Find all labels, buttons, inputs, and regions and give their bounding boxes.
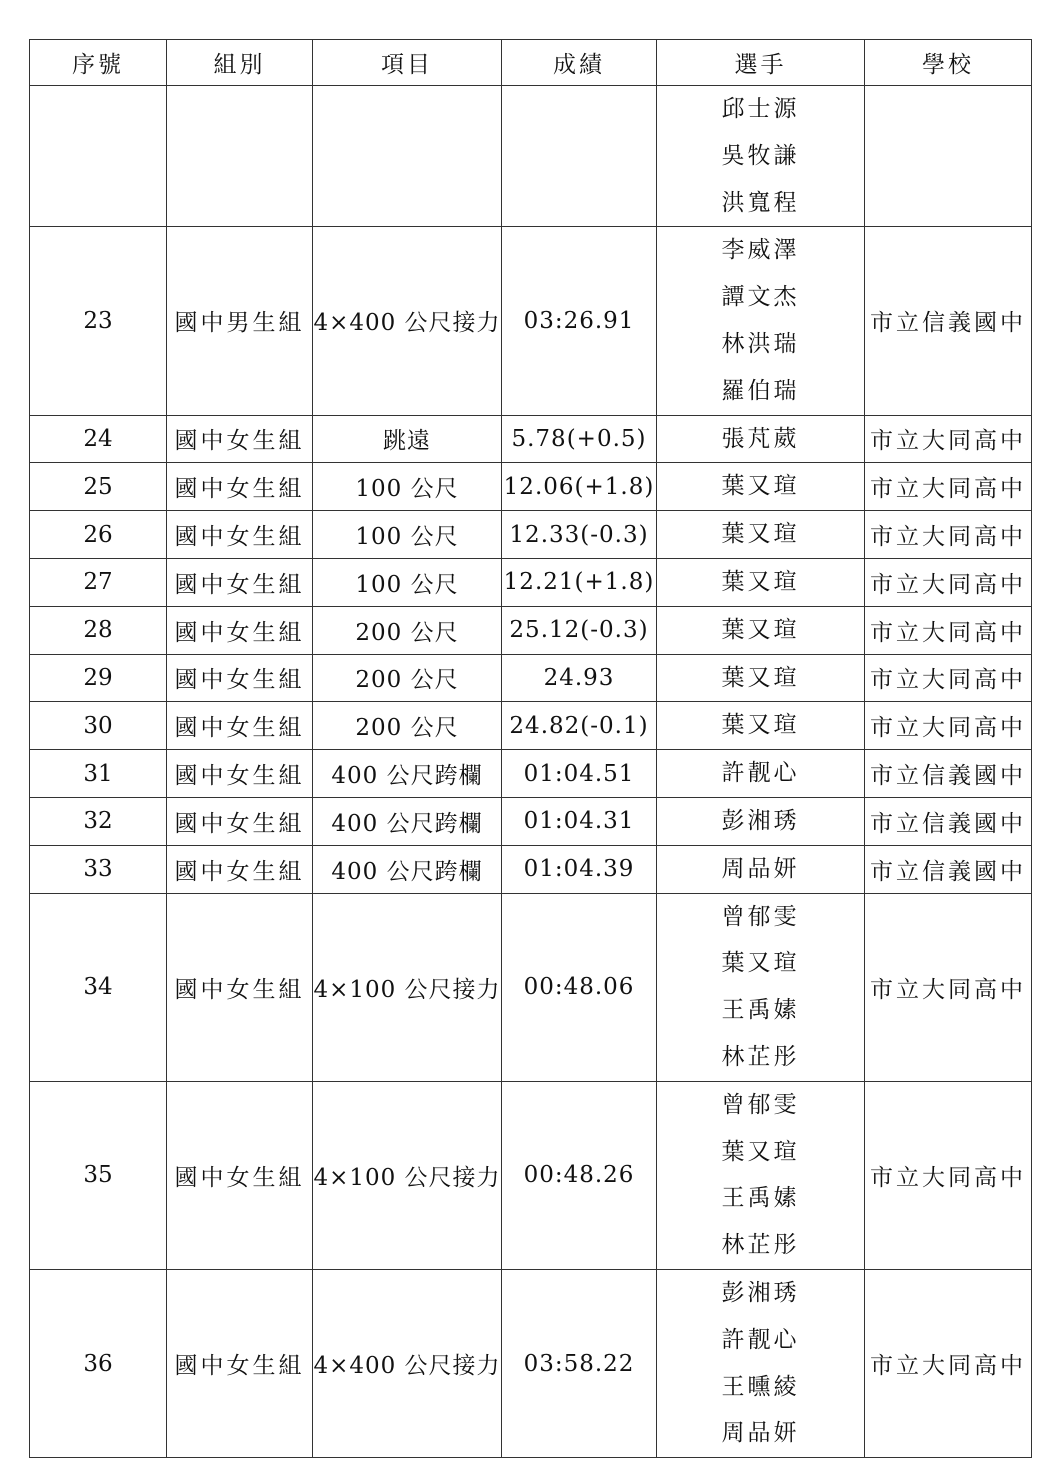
row-event: 400 公尺跨欄 [313,845,502,893]
player-name: 葉又瑄 [721,1138,800,1165]
table-row [30,86,1032,227]
row-school: 市立大同高中 [865,558,1032,606]
row-group: 國中女生組 [167,845,313,893]
player-name: 曾郁雯 [721,1091,800,1118]
row-event: 200 公尺 [313,654,502,702]
header-result: 成績 [502,40,657,86]
table-row [30,702,1032,750]
row-group: 國中女生組 [167,415,313,463]
row-result: 01:04.39 [502,845,657,893]
row-players [657,415,865,463]
row-number: 33 [30,845,167,893]
player-name: 葉又瑄 [721,712,800,739]
row-event: 100 公尺 [313,558,502,606]
table-row [30,558,1032,606]
player-name: 羅伯瑞 [721,377,800,404]
header-school: 學校 [865,40,1032,86]
row-group: 國中女生組 [167,606,313,654]
row-number: 24 [30,415,167,463]
row-result: 12.21(+1.8) [502,558,657,606]
row-number: 31 [30,750,167,798]
player-name: 林芷彤 [721,1043,800,1070]
row-group: 國中男生組 [167,227,313,415]
row-group: 國中女生組 [167,1081,313,1269]
player-name: 譚文杰 [721,284,800,311]
row-result: 24.82(-0.1) [502,702,657,750]
row-event: 200 公尺 [313,702,502,750]
row-event: 100 公尺 [313,511,502,559]
header-row [30,40,1032,86]
row-group: 國中女生組 [167,750,313,798]
row-event: 4×100 公尺接力 [313,893,502,1081]
results-table [29,39,1032,1458]
row-players [657,558,865,606]
player-name: 葉又瑄 [721,950,800,977]
row-school: 市立信義國中 [865,750,1032,798]
player-name: 張芃葳 [721,425,800,452]
row-players [657,86,865,227]
row-number: 25 [30,463,167,511]
row-school: 市立大同高中 [865,893,1032,1081]
table-row [30,463,1032,511]
player-name: 王曛綾 [721,1373,800,1400]
row-group: 國中女生組 [167,893,313,1081]
row-school: 市立大同高中 [865,606,1032,654]
row-result: 12.06(+1.8) [502,463,657,511]
row-number: 34 [30,893,167,1081]
row-school: 市立信義國中 [865,227,1032,415]
row-group: 國中女生組 [167,654,313,702]
row-players [657,845,865,893]
row-result: 01:04.51 [502,750,657,798]
row-number: 29 [30,654,167,702]
table-row [30,415,1032,463]
table-row [30,845,1032,893]
row-result: 01:04.31 [502,797,657,845]
row-event: 4×100 公尺接力 [313,1081,502,1269]
row-school: 市立信義國中 [865,845,1032,893]
row-event: 4×400 公尺接力 [313,227,502,415]
table-row [30,750,1032,798]
player-name: 王禹嫊 [721,997,800,1024]
row-players [657,750,865,798]
row-event: 100 公尺 [313,463,502,511]
player-name: 葉又瑄 [721,521,800,548]
row-number: 23 [30,227,167,415]
player-name: 李威澤 [721,237,800,264]
row-group: 國中女生組 [167,511,313,559]
row-group: 國中女生組 [167,1269,313,1457]
player-name: 王禹嫊 [721,1185,800,1212]
player-name: 林芷彤 [721,1232,800,1259]
row-school: 市立大同高中 [865,702,1032,750]
row-event: 4×400 公尺接力 [313,1269,502,1457]
player-name: 周品妍 [721,1420,800,1447]
row-players [657,797,865,845]
row-result: 00:48.06 [502,893,657,1081]
player-name: 葉又瑄 [721,664,800,691]
header-group: 組別 [167,40,313,86]
table-row [30,1081,1032,1269]
row-players [657,511,865,559]
table-row [30,606,1032,654]
row-result: 24.93 [502,654,657,702]
player-name: 周品妍 [721,855,800,882]
row-event [313,86,502,227]
row-number: 32 [30,797,167,845]
player-name: 葉又瑄 [721,473,800,500]
row-result: 00:48.26 [502,1081,657,1269]
row-group: 國中女生組 [167,797,313,845]
row-school: 市立大同高中 [865,1081,1032,1269]
row-event: 200 公尺 [313,606,502,654]
player-name: 曾郁雯 [721,903,800,930]
row-result: 5.78(+0.5) [502,415,657,463]
player-name: 吳牧謙 [721,142,800,169]
row-result: 03:58.22 [502,1269,657,1457]
row-school: 市立大同高中 [865,463,1032,511]
row-result: 25.12(-0.3) [502,606,657,654]
table-row [30,654,1032,702]
player-name: 許靓心 [721,760,800,787]
player-name: 彭湘琇 [721,807,800,834]
table-row [30,511,1032,559]
row-result: 12.33(-0.3) [502,511,657,559]
row-number: 36 [30,1269,167,1457]
row-school: 市立大同高中 [865,1269,1032,1457]
table-row [30,893,1032,1081]
row-school: 市立信義國中 [865,797,1032,845]
row-school: 市立大同高中 [865,511,1032,559]
header-event: 項目 [313,40,502,86]
player-name: 彭湘琇 [721,1279,800,1306]
row-players [657,654,865,702]
header-no: 序號 [30,40,167,86]
row-result: 03:26.91 [502,227,657,415]
row-players [657,463,865,511]
row-players [657,1269,865,1457]
row-group: 國中女生組 [167,558,313,606]
player-name: 葉又瑄 [721,568,800,595]
row-number [30,86,167,227]
row-players [657,606,865,654]
player-name: 葉又瑄 [721,616,800,643]
row-event: 跳遠 [313,415,502,463]
row-number: 28 [30,606,167,654]
row-event: 400 公尺跨欄 [313,797,502,845]
table-row [30,227,1032,415]
row-school: 市立大同高中 [865,415,1032,463]
player-name: 洪寬程 [721,189,800,216]
row-event: 400 公尺跨欄 [313,750,502,798]
row-school: 市立大同高中 [865,654,1032,702]
row-players [657,702,865,750]
player-name: 許靓心 [721,1326,800,1353]
row-result [502,86,657,227]
player-name: 邱士源 [721,96,800,122]
row-number: 35 [30,1081,167,1269]
table-row [30,1269,1032,1457]
row-school [865,86,1032,227]
row-players [657,227,865,415]
row-group: 國中女生組 [167,702,313,750]
row-group [167,86,313,227]
table-row [30,797,1032,845]
row-number: 26 [30,511,167,559]
header-players: 選手 [657,40,865,86]
row-players [657,893,865,1081]
row-number: 30 [30,702,167,750]
player-name: 林洪瑞 [721,330,800,357]
row-number: 27 [30,558,167,606]
row-players [657,1081,865,1269]
row-group: 國中女生組 [167,463,313,511]
